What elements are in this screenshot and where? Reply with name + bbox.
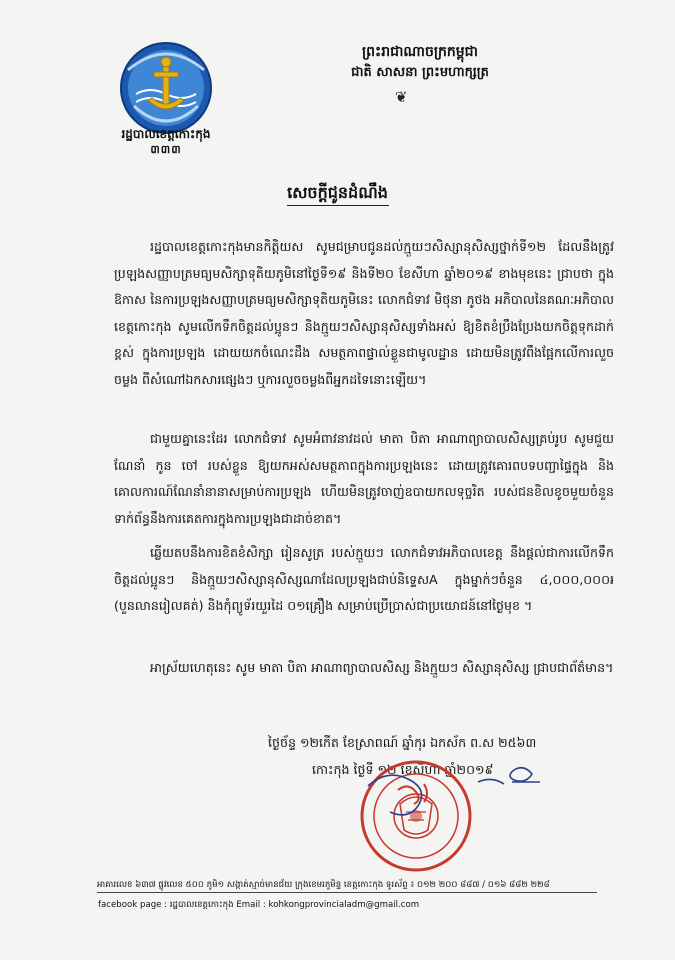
ornament-divider-icon: ❦ <box>395 88 408 106</box>
paragraph-1-text: រដ្ឋបាលខេត្តកោះកុងមានកិត្តិយស សូមជម្រាបជូនដល់ក្មួយៗសិស្សានុសិស្សថ្នាក់ទី១២ ដែលនឹងត្រូវប្រឡងសញ្ញាបត្រមធ្យមសិក្សាទុតិយភូមិនៅថ្ងៃទី១៩ និងទី២០ ខែសីហា ឆ្នាំ២០១៩ ខាងមុខនេះ ជ្រាបថា ក្នុងឱកាស នៃការប្រឡងសញ្ញាបត្រមធ្យមសិក្សាទុតិយភូមិនេះ លោកជំទាវ មិថុនា ភូថង អភិបាលនៃគណៈអភិបាលខេត្តកោះកុង សូមលើកទឹកចិត្តដល់ប្អូនៗ និងក្មួយៗសិស្សានុសិស្សទាំងអស់ ឱ្យខិតខំប្រឹងប្រែងយកចិត្តទុកដាក់ខ្ពស់ ក្នុងការប្រឡង ដោយយកចំណេះដឹង សមត្ថភាពផ្ទាល់ខ្លួនជាមូលដ្ឋាន ដោយមិនត្រូវពឹងផ្អែកលើការលួចចម្លង ពីសំណៅឯកសារផ្សេងៗ ឬការលួចចម្លងពីអ្នកដទៃនោះឡើយ។ <box>114 239 614 387</box>
paragraph-4 <box>114 655 614 682</box>
paragraph-4-text: អាស្រ័យហេតុនេះ សូម មាតា បិតា អាណាព្យាបាលសិស្ស និងក្មួយៗ សិស្សានុសិស្ស ជ្រាបជាព័ត៌មាន។ <box>150 660 614 675</box>
document-title: សេចក្តីជូនដំណឹង <box>287 183 388 202</box>
provincial-emblem-icon <box>118 40 214 138</box>
issuing-authority-name: រដ្ឋបាលខេត្តកោះកុង <box>121 127 211 141</box>
footer-contact: facebook page : រដ្ឋបាលខេត្តកោះកុង Email : kohkongprovincialadm@gmail.com <box>98 900 420 910</box>
national-motto: ជាតិ សាសនា ព្រះមហាក្សត្រ <box>351 65 489 80</box>
paragraph-2 <box>114 426 614 532</box>
issuing-authority-code: ៣៣៣ <box>150 143 182 156</box>
issuing-authority <box>106 126 226 158</box>
solar-date: កោះកុង ថ្ងៃទី ១២ ខែសីហា ឆ្នាំ២០១៩ <box>312 762 494 777</box>
footer-address: អាគារលេខ ៦៣៧ ផ្លូវលេខ ៥០០ ភូមិ១ សង្កាត់ស្មាច់មានជ័យ ក្រុងខេមរភូមិន្ទ ខេត្តកោះកុង ទូរស័ព្ទ ៖ ០១២ ២០០ ៨៨៧ / ០១៦ ៨៨២ ២២៨ <box>97 880 550 890</box>
paragraph-3-text: ឆ្លើយតបនឹងការខិតខំសិក្សា រៀនសូត្រ របស់ក្មួយៗ លោកជំទាវអភិបាលខេត្ត នឹងផ្តល់ជាការលើកទឹកចិត្តដល់ប្អូនៗ និងក្មួយៗសិស្សានុសិស្សណាដែលប្រឡងជាប់និទ្ទេសA ក្នុងម្នាក់ៗចំនួន ៤,០០០,០០០៛ (បួនលានរៀលគត់) និងកុំព្យូទ័រយួរដៃ ០១គ្រឿង សម្រាប់ប្រើប្រាស់ជាប្រយោជន៍នៅថ្ងៃមុខ ។ <box>114 545 614 613</box>
paragraph-3 <box>114 540 614 620</box>
official-seal-icon <box>328 760 560 890</box>
lunar-date: ថ្ងៃច័ន្ទ ១២កើត ខែស្រាពណ៍ ឆ្នាំកុរ ឯកស័ក ព.ស ២៥៦៣ <box>268 735 537 750</box>
kingdom-heading: ព្រះរាជាណាចក្រកម្ពុជា <box>361 44 478 60</box>
title-underline <box>287 205 389 206</box>
paragraph-2-text: ជាមួយគ្នានេះដែរ លោកជំទាវ សូមអំពាវនាវដល់ មាតា បិតា អាណាព្យាបាលសិស្សគ្រប់រូប សូមជួយណែនាំ កូន ចៅ របស់ខ្លួន ឱ្យយកអស់សមត្ថភាពក្នុងការប្រឡងនេះ ដោយត្រូវគោរពបទបញ្ជាផ្ទៃក្នុង និងគោលការណ៍ណែនាំនានាសម្រាប់ការប្រឡង ហើយមិនត្រូវចាញ់ឧបាយកលទុច្ចរិត របស់ជនខិលខូចមួយចំនួនទាក់ព័ន្ធនឹងការគេតការក្នុងការប្រឡងជាដាច់ខាត។ <box>114 431 614 526</box>
footer-divider <box>97 892 597 893</box>
paragraph-1 <box>114 234 614 393</box>
